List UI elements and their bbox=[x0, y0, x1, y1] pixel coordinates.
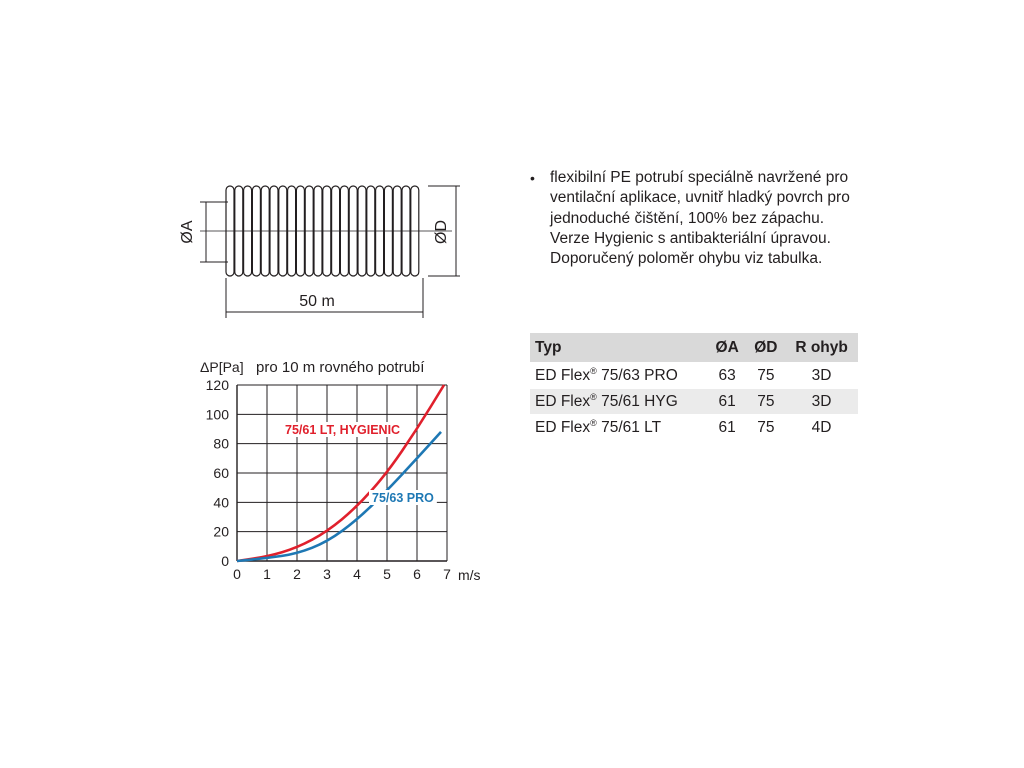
x-tick-label: 0 bbox=[233, 566, 241, 582]
pressure-drop-chart bbox=[190, 350, 500, 590]
y-tick-label: 40 bbox=[213, 494, 229, 511]
cell-diameter-a: 61 bbox=[708, 389, 747, 415]
pipe-diagram bbox=[160, 170, 480, 330]
table-row bbox=[530, 363, 858, 389]
cell-type: ED Flex® 75/61 HYG bbox=[530, 389, 708, 415]
y-tick-label: 80 bbox=[213, 435, 229, 452]
chart-y-axis-label: ΔP[Pa] bbox=[200, 359, 244, 375]
y-tick-label: 120 bbox=[205, 377, 229, 393]
chart-title: pro 10 m rovného potrubí bbox=[256, 359, 425, 376]
table-header-row bbox=[530, 333, 858, 363]
table-row bbox=[530, 389, 858, 415]
y-tick-label: 60 bbox=[213, 465, 229, 481]
table-row bbox=[530, 415, 858, 441]
pipe-length-label: 50 m bbox=[299, 293, 335, 310]
cell-diameter-d: 75 bbox=[747, 389, 786, 415]
x-tick-label: 2 bbox=[293, 566, 301, 582]
chart-x-ticks bbox=[233, 566, 451, 582]
description-text: flexibilní PE potrubí speciálně navržené pro ventilační aplikace, uvnitř hladký povrch pro jednoduché čištění, 100% bez zápachu. Verze Hygienic s antibakteriální úpravou. Doporučený poloměr ohybu viz tabulka. bbox=[550, 169, 850, 268]
header-diameter-d: ØD bbox=[747, 333, 786, 363]
cell-bend-radius: 3D bbox=[785, 363, 858, 389]
x-tick-label: 7 bbox=[443, 566, 451, 582]
header-bend-radius: R ohyb bbox=[785, 333, 858, 363]
chart-y-ticks bbox=[206, 377, 230, 569]
x-tick-label: 5 bbox=[383, 566, 391, 582]
x-tick-label: 6 bbox=[413, 566, 421, 582]
pipe-diameter-a-label: ØA bbox=[179, 220, 196, 244]
header-diameter-a: ØA bbox=[708, 333, 747, 363]
y-tick-label: 0 bbox=[221, 553, 229, 569]
cell-diameter-a: 61 bbox=[708, 415, 747, 441]
x-tick-label: 4 bbox=[353, 566, 361, 582]
chart-grid bbox=[237, 385, 447, 561]
y-tick-label: 100 bbox=[205, 406, 229, 423]
description-block bbox=[530, 168, 860, 269]
x-tick-label: 3 bbox=[323, 566, 331, 582]
spec-table bbox=[530, 333, 858, 440]
cell-type: ED Flex® 75/61 LT bbox=[530, 415, 708, 441]
header-typ: Typ bbox=[530, 333, 708, 363]
cell-bend-radius: 3D bbox=[785, 389, 858, 415]
cell-diameter-d: 75 bbox=[747, 415, 786, 441]
cell-diameter-a: 63 bbox=[708, 363, 747, 389]
chart-x-axis-label: m/s bbox=[458, 567, 481, 583]
x-tick-label: 1 bbox=[263, 566, 271, 582]
series-label: 75/63 PRO bbox=[372, 491, 434, 505]
cell-bend-radius: 4D bbox=[785, 415, 858, 441]
y-tick-label: 20 bbox=[213, 523, 229, 540]
pipe-diameter-d-label: ØD bbox=[433, 220, 450, 244]
cell-diameter-d: 75 bbox=[747, 363, 786, 389]
bullet-icon: • bbox=[530, 170, 535, 186]
series-label: 75/61 LT, HYGIENIC bbox=[285, 423, 401, 437]
cell-type: ED Flex® 75/63 PRO bbox=[530, 363, 708, 389]
